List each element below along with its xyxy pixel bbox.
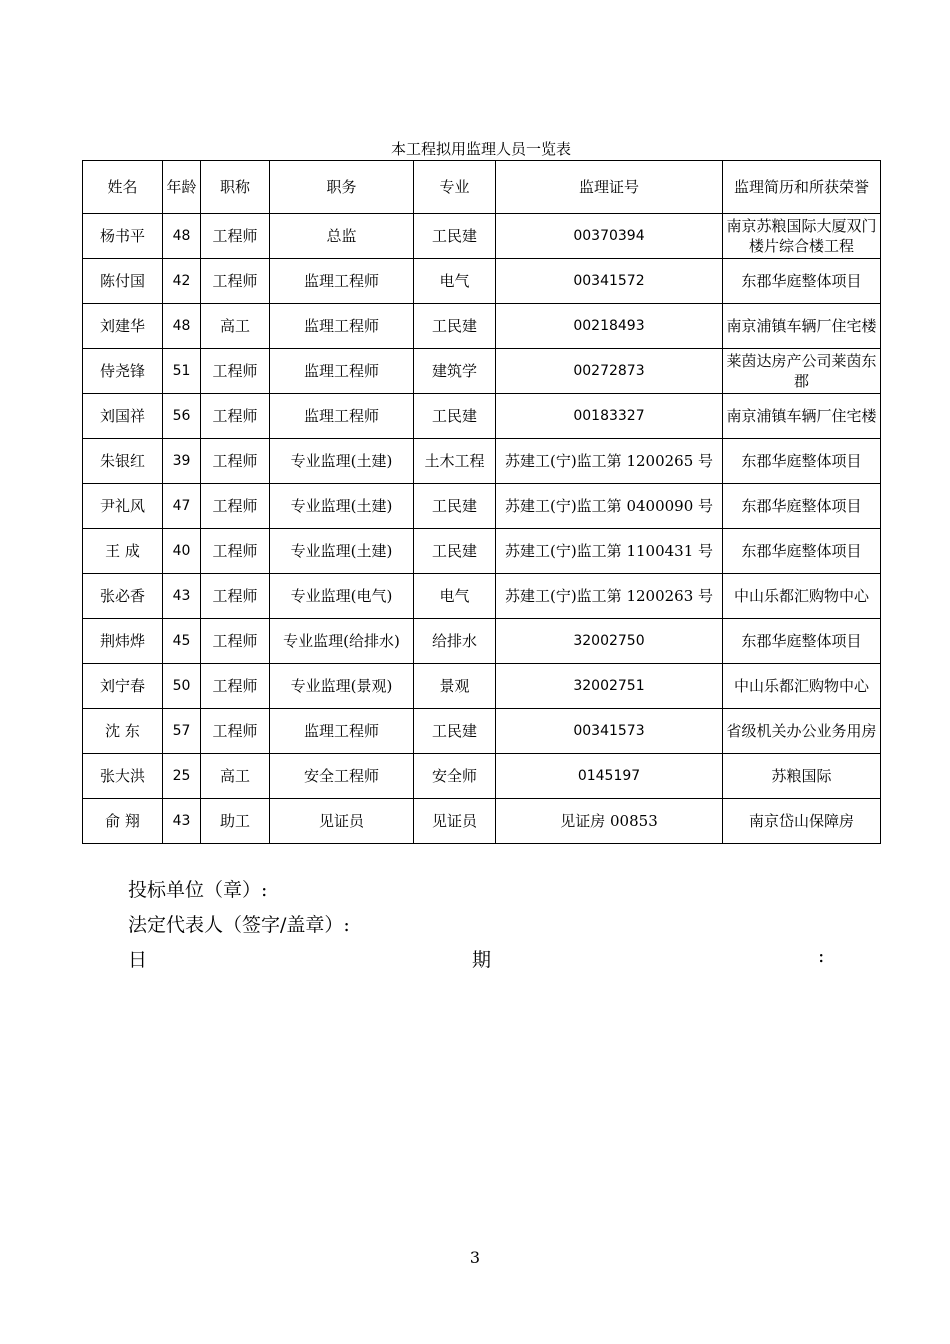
cell-cert: 见证房 00853 [496, 799, 723, 844]
date-label-colon: : [818, 945, 825, 967]
cell-major: 工民建 [414, 304, 496, 349]
cell-name: 张必香 [83, 574, 163, 619]
header-name: 姓名 [83, 161, 163, 214]
cell-rank: 工程师 [201, 484, 270, 529]
header-position: 职务 [270, 161, 414, 214]
cell-cert: 00218493 [496, 304, 723, 349]
cell-history: 莱茵达房产公司莱茵东郡 [723, 349, 881, 394]
cell-cert: 0145197 [496, 754, 723, 799]
cell-cert: 00370394 [496, 214, 723, 259]
cell-name: 王 成 [83, 529, 163, 574]
cell-age: 48 [163, 304, 201, 349]
cell-position: 专业监理(景观) [270, 664, 414, 709]
cell-cert: 00341573 [496, 709, 723, 754]
cell-cert: 苏建工(宁)监工第 0400090 号 [496, 484, 723, 529]
cell-major: 工民建 [414, 709, 496, 754]
cell-rank: 工程师 [201, 619, 270, 664]
cell-name: 朱银红 [83, 439, 163, 484]
cell-rank: 高工 [201, 754, 270, 799]
cell-history: 苏粮国际 [723, 754, 881, 799]
page-number: 3 [469, 1248, 481, 1267]
table-row [83, 799, 881, 844]
cell-position: 监理工程师 [270, 349, 414, 394]
cell-major: 工民建 [414, 529, 496, 574]
table-row [83, 439, 881, 484]
table-row [83, 619, 881, 664]
table-row [83, 349, 881, 394]
cell-name: 张大洪 [83, 754, 163, 799]
cell-cert: 苏建工(宁)监工第 1200265 号 [496, 439, 723, 484]
cell-rank: 工程师 [201, 529, 270, 574]
table-header-row [83, 161, 881, 214]
cell-name: 刘宁春 [83, 664, 163, 709]
cell-age: 57 [163, 709, 201, 754]
cell-history: 东郡华庭整体项目 [723, 529, 881, 574]
cell-cert: 00183327 [496, 394, 723, 439]
table-row [83, 259, 881, 304]
representative-signature-line: 法定代表人（签字/盖章）: [128, 914, 350, 936]
table-row [83, 484, 881, 529]
table-row [83, 574, 881, 619]
date-line [128, 945, 828, 973]
cell-position: 总监 [270, 214, 414, 259]
cell-name: 刘国祥 [83, 394, 163, 439]
cell-history: 中山乐都汇购物中心 [723, 574, 881, 619]
cell-rank: 工程师 [201, 439, 270, 484]
cell-age: 50 [163, 664, 201, 709]
cell-rank: 助工 [201, 799, 270, 844]
cell-cert: 苏建工(宁)监工第 1200263 号 [496, 574, 723, 619]
cell-major: 工民建 [414, 214, 496, 259]
cell-position: 专业监理(土建) [270, 439, 414, 484]
cell-major: 电气 [414, 574, 496, 619]
cell-cert: 00341572 [496, 259, 723, 304]
cell-history: 南京浦镇车辆厂住宅楼 [723, 304, 881, 349]
cell-age: 45 [163, 619, 201, 664]
header-cert: 监理证号 [496, 161, 723, 214]
header-history: 监理简历和所获荣誉 [723, 161, 881, 214]
cell-history: 东郡华庭整体项目 [723, 619, 881, 664]
table-row [83, 304, 881, 349]
cell-major: 工民建 [414, 484, 496, 529]
cell-position: 专业监理(电气) [270, 574, 414, 619]
date-label-char2: 期 [472, 949, 492, 971]
cell-history: 南京浦镇车辆厂住宅楼 [723, 394, 881, 439]
cell-history: 东郡华庭整体项目 [723, 439, 881, 484]
cell-major: 建筑学 [414, 349, 496, 394]
header-age: 年龄 [163, 161, 201, 214]
cell-major: 景观 [414, 664, 496, 709]
cell-position: 见证员 [270, 799, 414, 844]
cell-age: 43 [163, 574, 201, 619]
cell-cert: 苏建工(宁)监工第 1100431 号 [496, 529, 723, 574]
table-row [83, 394, 881, 439]
cell-major: 见证员 [414, 799, 496, 844]
cell-name: 侍尧锋 [83, 349, 163, 394]
bidder-seal-line: 投标单位（章）: [128, 879, 268, 901]
cell-age: 51 [163, 349, 201, 394]
table-row [83, 754, 881, 799]
cell-major: 安全师 [414, 754, 496, 799]
cell-position: 专业监理(给排水) [270, 619, 414, 664]
cell-name: 俞 翔 [83, 799, 163, 844]
cell-position: 监理工程师 [270, 259, 414, 304]
cell-rank: 高工 [201, 304, 270, 349]
staff-table [82, 160, 881, 844]
cell-name: 陈付国 [83, 259, 163, 304]
cell-rank: 工程师 [201, 709, 270, 754]
cell-major: 电气 [414, 259, 496, 304]
table-row [83, 214, 881, 259]
cell-rank: 工程师 [201, 574, 270, 619]
cell-position: 专业监理(土建) [270, 484, 414, 529]
cell-major: 给排水 [414, 619, 496, 664]
cell-rank: 工程师 [201, 664, 270, 709]
cell-age: 47 [163, 484, 201, 529]
cell-name: 沈 东 [83, 709, 163, 754]
cell-position: 监理工程师 [270, 394, 414, 439]
cell-history: 省级机关办公业务用房 [723, 709, 881, 754]
date-label-char1: 日 [128, 949, 148, 971]
cell-age: 25 [163, 754, 201, 799]
cell-major: 土木工程 [414, 439, 496, 484]
cell-cert: 00272873 [496, 349, 723, 394]
header-rank: 职称 [201, 161, 270, 214]
cell-cert: 32002750 [496, 619, 723, 664]
cell-name: 杨书平 [83, 214, 163, 259]
cell-history: 南京岱山保障房 [723, 799, 881, 844]
table-row [83, 664, 881, 709]
cell-major: 工民建 [414, 394, 496, 439]
cell-age: 56 [163, 394, 201, 439]
cell-position: 监理工程师 [270, 709, 414, 754]
cell-position: 专业监理(土建) [270, 529, 414, 574]
cell-name: 尹礼风 [83, 484, 163, 529]
table-title: 本工程拟用监理人员一览表 [390, 140, 571, 158]
cell-rank: 工程师 [201, 349, 270, 394]
cell-position: 监理工程师 [270, 304, 414, 349]
cell-history: 南京苏粮国际大厦双门楼片综合楼工程 [723, 214, 881, 259]
table-row [83, 709, 881, 754]
cell-age: 39 [163, 439, 201, 484]
cell-age: 48 [163, 214, 201, 259]
cell-rank: 工程师 [201, 214, 270, 259]
cell-history: 中山乐都汇购物中心 [723, 664, 881, 709]
cell-history: 东郡华庭整体项目 [723, 259, 881, 304]
cell-position: 安全工程师 [270, 754, 414, 799]
cell-rank: 工程师 [201, 259, 270, 304]
cell-age: 43 [163, 799, 201, 844]
table-row [83, 529, 881, 574]
cell-cert: 32002751 [496, 664, 723, 709]
cell-history: 东郡华庭整体项目 [723, 484, 881, 529]
cell-age: 40 [163, 529, 201, 574]
cell-age: 42 [163, 259, 201, 304]
header-major: 专业 [414, 161, 496, 214]
cell-rank: 工程师 [201, 394, 270, 439]
cell-name: 刘建华 [83, 304, 163, 349]
cell-name: 荆炜烨 [83, 619, 163, 664]
